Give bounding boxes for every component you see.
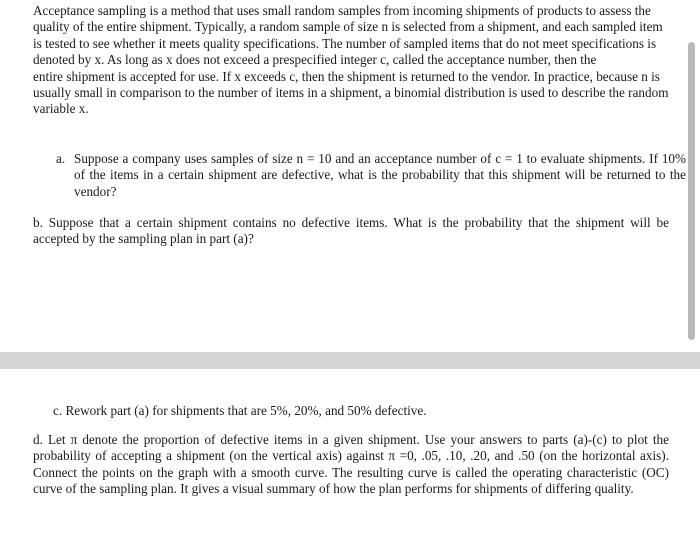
intro-paragraph (33, 3, 669, 118)
question-a-label: a. (56, 151, 66, 166)
question-a-text: Suppose a company uses samples of size n = 10 and an acceptance number of c = 1 to evaluate shipments. If 10% of the items in a certain shipment are defective, what is the probability that this shipment will be returned to the vendor? (74, 151, 686, 199)
question-c (53, 403, 669, 419)
intro-text-part2: entire shipment is accepted for use. If x exceeds c, then the shipment is returned to the vendor. In practice, because n is usually small in comparison to the number of items in a shipment, a binomial distribution is used to describe the random variable x. (33, 68, 669, 117)
vertical-scrollbar[interactable] (688, 42, 695, 340)
question-c-text: c. Rework part (a) for shipments that are 5%, 20%, and 50% defective. (53, 403, 427, 418)
section-divider (0, 352, 700, 369)
intro-text-part1: Acceptance sampling is a method that uses small random samples from incoming shipments of products to assess the quality of the entire shipment. Typically, a random sample of size n is selected from a shipment, and each sampled item is tested to see whether it meets quality specifications. The number of sampled items that do not meet specifications is denoted by x. As long as x does not exceed a prespecified integer c, called the acceptance number, then the (33, 3, 663, 68)
question-d-text: d. Let π denote the proportion of defective items in a given shipment. Use your answers to parts (a)-(c) to plot the probability of accepting a shipment (on the vertical axis) against π =0, .05, .10, .20, and .50 (on the horizontal axis). Connect the points on the graph with a smooth curve. The resulting curve is called the operating characteristic (OC) curve of the sampling plan. It gives a visual summary of how the plan performs for shipments of differing quality. (33, 432, 669, 497)
question-a (56, 151, 686, 200)
question-b (33, 215, 669, 248)
question-d (33, 432, 669, 498)
question-b-text: b. Suppose that a certain shipment contains no defective items. What is the probability that the shipment will be accepted by the sampling plan in part (a)? (33, 215, 669, 247)
